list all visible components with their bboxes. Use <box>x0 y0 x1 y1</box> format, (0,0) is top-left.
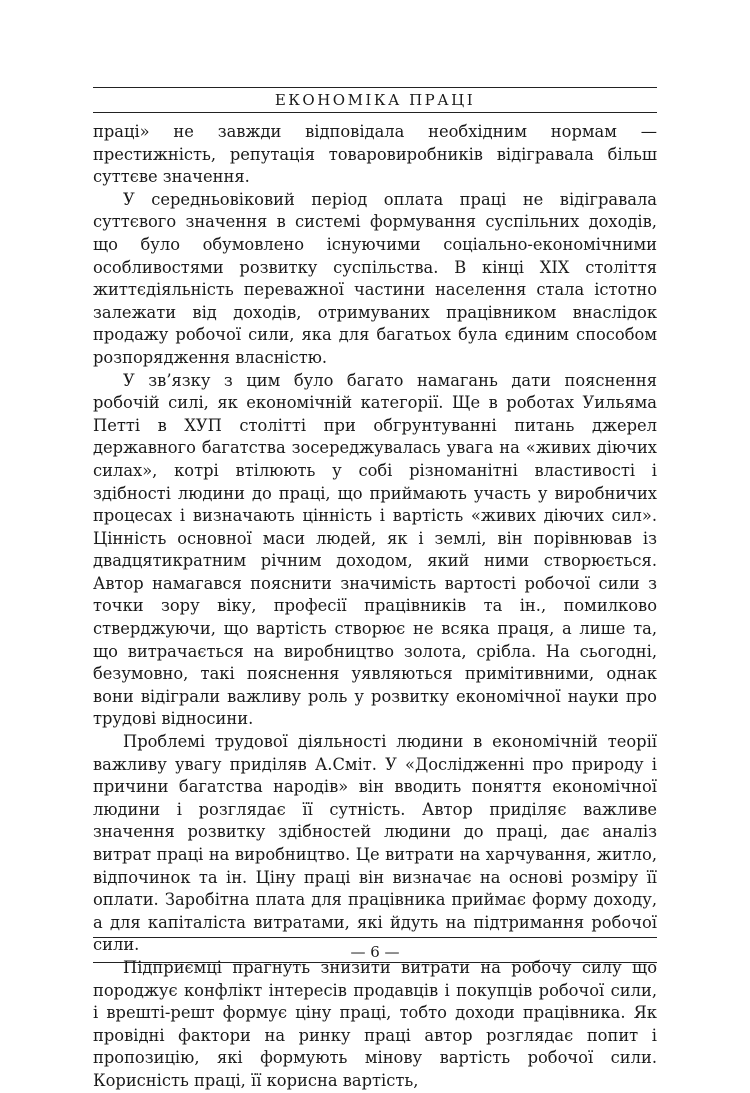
header-rule-bottom <box>93 112 657 113</box>
paragraph: Підприємці прагнуть знизити витрати на робочу силу що породжує конфлікт інтересів продавців і покупців робочої сили, і врешті-решт формує ціну праці, тобто доходи працівника. Як провідні фактори на ринку праці автор розглядає попит і пропозицію, які формують мінову вартість робочої сили. Корисність праці, її корисна вартість, <box>93 957 657 1090</box>
paragraph-continued: праці» не завжди відповідала необхідним нормам — престижність, репутація товаровиробників відігравала більш суттєве значення. <box>93 122 657 187</box>
header-rule-top <box>93 87 657 88</box>
footer-rule-bottom <box>93 962 657 963</box>
page-number: — 6 — <box>350 943 400 961</box>
running-header: ЕКОНОМІКА ПРАЦІ <box>274 91 476 109</box>
paragraph: Проблемі трудової діяльності людини в економічній теорії важливу увагу приділяв А.Сміт. У «Дослідженні про природу і причини багатства народів» він вводить поняття економічної людини і розглядає її сутність. Автор приділяє важливе значення розвитку здібностей людини до праці, дає аналіз витрат праці на виробництво. Це витрати на харчування, житло, відпочинок та ін. Ціну праці він визначає на основі розміру її оплати. Заробітна плата для працівника приймає форму доходу, а для капіталіста витратами, які йдуть на підтримання робочої сили. <box>93 732 657 955</box>
footer-rule-top <box>93 937 657 938</box>
paragraph: У зв’язку з цим було багато намагань дати пояснення робочій силі, як економічній категорії. Ще в роботах Уильяма Петті в ХУП столітті при обгрунтуванні питань джерел державного багатства зосереджувалась увага на «живих діючих силах», котрі втілюють у собі різноманітні властивості і здібності людини до праці, що приймають участь у виробничих процесах і визначають цінність і вартість «живих діючих сил». Цінність основної маси людей, як і землі, він порівнював із двадцятикратним річним доходом, який ними створюється. Автор намагався пояснити значимість вартості робочої сили з точки зору віку, професії працівників та ін., помилково стверджуючи, що вартість створює не всяка праця, а лише та, що витрачається на виробництво золота, срібла. На сьогодні, безумовно, такі пояснення уявляються примітивними, однак вони відіграли важливу роль у розвитку економічної науки про трудові відносини. <box>93 370 657 729</box>
paragraph: У середньовіковий період оплата праці не відігравала суттєвого значення в системі формування суспільних доходів, що було обумовлено існуючими соціально-економічними особливостями розвитку суспільства. В кінці XIX століття життєдіяльність переважної частини населення стала істотно залежати від доходів, отримуваних працівником внаслідок продажу робочої сили, яка для багатьох була єдиним способом розпорядження власністю. <box>93 189 657 367</box>
